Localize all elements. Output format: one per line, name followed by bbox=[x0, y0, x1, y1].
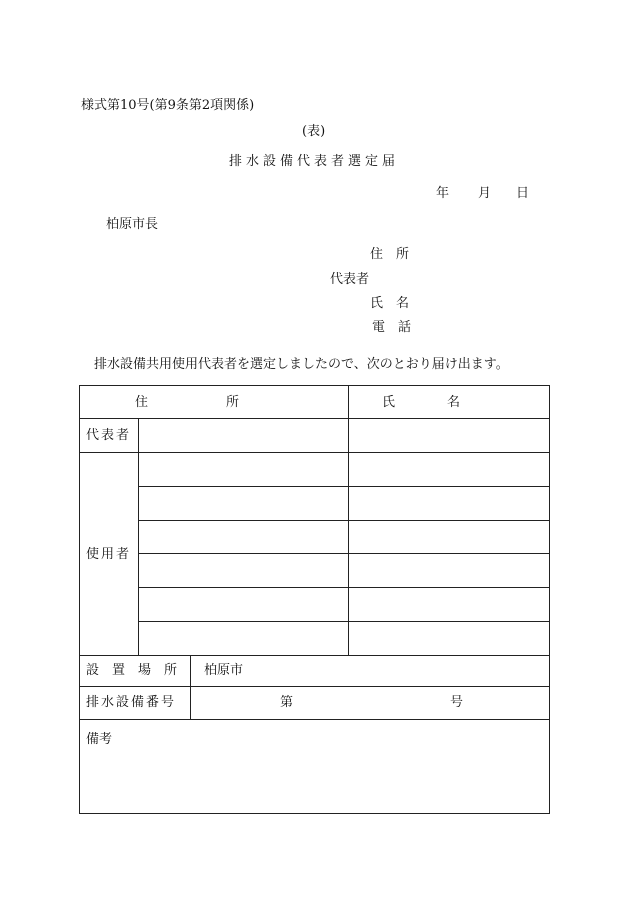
user-name-cell[interactable] bbox=[350, 623, 548, 654]
date-month-label: 月 bbox=[478, 186, 492, 201]
user-name-cell[interactable] bbox=[350, 522, 548, 552]
user-name-cell[interactable] bbox=[350, 454, 548, 485]
applicant-role-label: 代表者 bbox=[330, 272, 370, 287]
date-year-label: 年 bbox=[436, 186, 450, 201]
form-number: 様式第10号(第9条第2項関係) bbox=[81, 98, 255, 113]
user-address-cell[interactable] bbox=[140, 522, 347, 552]
equipment-number-suffix: 号 bbox=[450, 695, 464, 710]
date-day-label: 日 bbox=[516, 186, 530, 201]
representative-address-cell[interactable] bbox=[140, 420, 347, 451]
form-side-label: (表) bbox=[302, 124, 326, 139]
form-title: 排水設備代表者選定届 bbox=[229, 154, 400, 169]
remarks-field[interactable] bbox=[81, 752, 548, 812]
applicant-address-label: 住 所 bbox=[370, 247, 410, 262]
user-address-cell[interactable] bbox=[140, 555, 347, 586]
applicant-name-label: 氏 名 bbox=[370, 296, 410, 311]
equipment-number-field[interactable] bbox=[300, 689, 440, 717]
user-address-cell[interactable] bbox=[140, 454, 347, 485]
addressee: 柏原市長 bbox=[106, 217, 159, 232]
users-row-label: 使用者 bbox=[86, 547, 132, 562]
user-address-cell[interactable] bbox=[140, 623, 347, 654]
statement-text: 排水設備共用使用代表者を選定しましたので、次のとおり届け出ます。 bbox=[94, 357, 509, 372]
representative-name-cell[interactable] bbox=[350, 420, 548, 451]
equipment-number-label: 排水設備番号 bbox=[86, 695, 177, 710]
location-value: 柏原市 bbox=[204, 663, 244, 678]
user-name-cell[interactable] bbox=[350, 488, 548, 519]
remarks-label: 備考 bbox=[86, 732, 113, 747]
equipment-number-prefix: 第 bbox=[280, 695, 294, 710]
location-label: 設 置 場 所 bbox=[86, 663, 178, 678]
user-name-cell[interactable] bbox=[350, 589, 548, 620]
user-name-cell[interactable] bbox=[350, 555, 548, 586]
applicant-phone-label: 電 話 bbox=[372, 320, 412, 335]
user-address-cell[interactable] bbox=[140, 488, 347, 519]
representative-row-label: 代表者 bbox=[86, 428, 132, 443]
user-address-cell[interactable] bbox=[140, 589, 347, 620]
table-header-name: 氏 名 bbox=[382, 395, 461, 410]
table-header-address: 住 所 bbox=[135, 395, 240, 410]
